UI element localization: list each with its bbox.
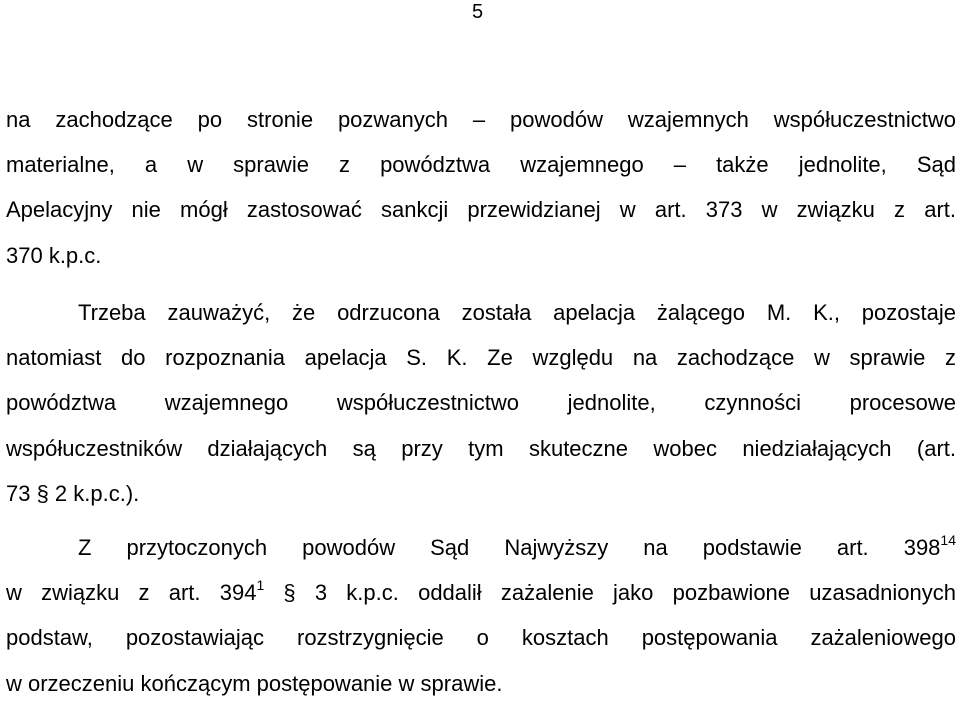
paragraph-1: [6, 97, 956, 278]
paragraph-1-line: materialne, a w sprawie z powództwa wzajemnego – także jednolite, Sąd: [6, 152, 956, 178]
paragraph-1-line: Apelacyjny nie mógł zastosować sankcji przewidzianej w art. 373 w związku z art.: [6, 197, 956, 223]
page-number: 5: [472, 1, 484, 23]
paragraph-2-line: powództwa wzajemnego współuczestnictwo jednolite, czynności procesowe: [6, 390, 956, 416]
paragraph-3-line-1: [6, 525, 956, 570]
paragraph-3-line-2-text-after: § 3 k.p.c. oddalił zażalenie jako pozbawione uzasadnionych: [264, 580, 956, 606]
paragraph-3-line: w orzeczeniu kończącym postępowanie w sprawie.: [6, 670, 503, 696]
paragraph-2: [6, 290, 956, 516]
paragraph-2-line: Trzeba zauważyć, że odrzucona została apelacja żalącego M. K., pozostaje: [78, 300, 956, 325]
paragraph-2-line: natomiast do rozpoznania apelacja S. K. Ze względu na zachodzące w sprawie z: [6, 345, 956, 371]
superscript: 14: [940, 532, 956, 548]
paragraph-3: [6, 525, 956, 706]
paragraph-2-line: współuczestników działających są przy tym skuteczne wobec niedziałających (art.: [6, 435, 956, 461]
paragraph-1-line: 370 k.p.c.: [6, 242, 102, 268]
paragraph-1-line: na zachodzące po stronie pozwanych – powodów wzajemnych współuczestnictwo: [6, 107, 956, 132]
paragraph-3-line: podstaw, pozostawiając rozstrzygnięcie o kosztach postępowania zażaleniowego: [6, 625, 956, 651]
paragraph-3-line-2: [6, 570, 956, 615]
superscript: 1: [256, 577, 265, 594]
paragraph-2-line: 73 § 2 k.p.c.).: [6, 480, 140, 506]
paragraph-3-line-1-text: Z przytoczonych powodów Sąd Najwyższy na podstawie art. 398: [78, 535, 941, 560]
paragraph-3-line-2-text: w związku z art. 394: [6, 580, 257, 606]
